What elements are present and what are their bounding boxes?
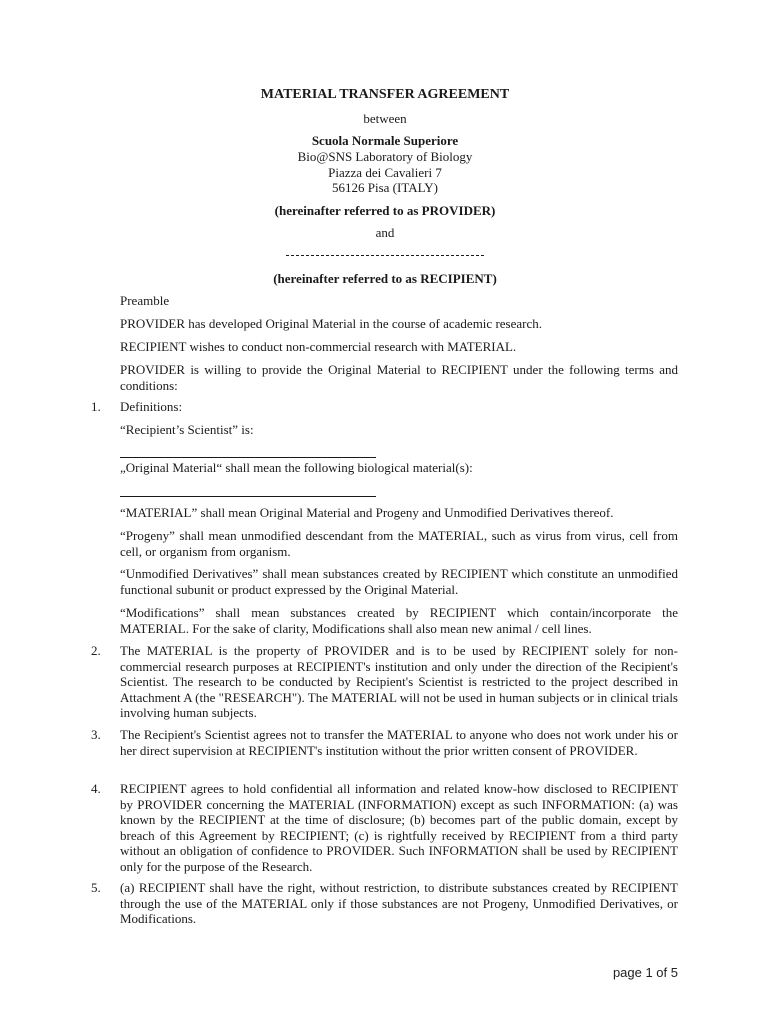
between-label: between bbox=[363, 111, 407, 126]
preamble-heading: Preamble bbox=[120, 293, 170, 308]
section-4-text: RECIPIENT agrees to hold confidential all information and related know-how disclosed to RECIPIENT by PROVIDER concerning the MATERIAL (INFORMATION) except as such INFORMATION: (a) was known by the RECIPIENT at the time of disclosure; (b) becomes part of the public domain, except by breach of this Agreement by RECIPIENT; (c) is rightfully received by RECIPIENT from a third party without an obligation of confidence to PROVIDER. Such INFORMATION shall be used by RECIPIENT only for the purpose of the Research. bbox=[120, 781, 678, 874]
preamble-paragraph: PROVIDER is willing to provide the Original Material to RECIPIENT under the following terms and conditions: bbox=[120, 362, 678, 393]
definition-original-material: „Original Material“ shall mean the following biological material(s): bbox=[120, 460, 473, 475]
recipient-name-blank bbox=[286, 255, 484, 256]
section-2-text: The MATERIAL is the property of PROVIDER and is to be used by RECIPIENT solely for non-commercial research purposes at RECIPIENT's institution and only under the direction of the Recipient's Scientist. The research to be conducted by Recipient's Scientist is restricted to the project described in Attachment A (the "RESEARCH"). The MATERIAL will not be used in human subjects or in clinical trials involving human subjects. bbox=[120, 643, 678, 720]
provider-reference: (hereinafter referred to as PROVIDER) bbox=[274, 203, 496, 218]
provider-city: 56126 Pisa (ITALY) bbox=[332, 180, 438, 195]
definition-unmodified-derivatives: “Unmodified Derivatives” shall mean substances created by RECIPIENT which constitute an unmodified functional subunit or product expressed by the Original Material. bbox=[120, 566, 678, 597]
provider-street: Piazza dei Cavalieri 7 bbox=[328, 165, 442, 180]
section-number: 4. bbox=[91, 781, 101, 796]
scientist-blank-line bbox=[120, 457, 376, 458]
and-label: and bbox=[375, 225, 395, 240]
provider-name: Scuola Normale Superiore bbox=[311, 133, 459, 148]
page-number: page 1 of 5 bbox=[612, 965, 678, 980]
definition-scientist: “Recipient’s Scientist” is: bbox=[120, 422, 254, 437]
section-3-text: The Recipient's Scientist agrees not to transfer the MATERIAL to anyone who does not work under his or her direct supervision at RECIPIENT's institution without the prior written consent of PROVIDER. bbox=[120, 727, 678, 758]
section-5-text: (a) RECIPIENT shall have the right, without restriction, to distribute substances created by RECIPIENT through the use of the MATERIAL only if those substances are not Progeny, Unmodified Derivatives, or Modifications. bbox=[120, 880, 678, 926]
document-title: MATERIAL TRANSFER AGREEMENT bbox=[260, 87, 510, 102]
section-number: 1. bbox=[91, 399, 101, 414]
definitions-heading: Definitions: bbox=[120, 399, 183, 414]
preamble-paragraph: PROVIDER has developed Original Material in the course of academic research. bbox=[120, 316, 542, 331]
recipient-reference: (hereinafter referred to as RECIPIENT) bbox=[273, 271, 497, 286]
definition-material: “MATERIAL” shall mean Original Material and Progeny and Unmodified Derivatives thereof. bbox=[120, 505, 614, 520]
definition-modifications: “Modifications” shall mean substances created by RECIPIENT which contain/incorporate the MATERIAL. For the sake of clarity, Modifications shall also mean new animal / cell lines. bbox=[120, 605, 678, 636]
definition-progeny: “Progeny” shall mean unmodified descendant from the MATERIAL, such as virus from virus, cell from cell, or organism from organism. bbox=[120, 528, 678, 559]
section-number: 3. bbox=[91, 727, 101, 742]
preamble-paragraph: RECIPIENT wishes to conduct non-commercial research with MATERIAL. bbox=[120, 339, 517, 354]
provider-lab: Bio@SNS Laboratory of Biology bbox=[297, 149, 473, 164]
section-number: 5. bbox=[91, 880, 101, 895]
material-blank-line bbox=[120, 496, 376, 497]
section-number: 2. bbox=[91, 643, 101, 658]
